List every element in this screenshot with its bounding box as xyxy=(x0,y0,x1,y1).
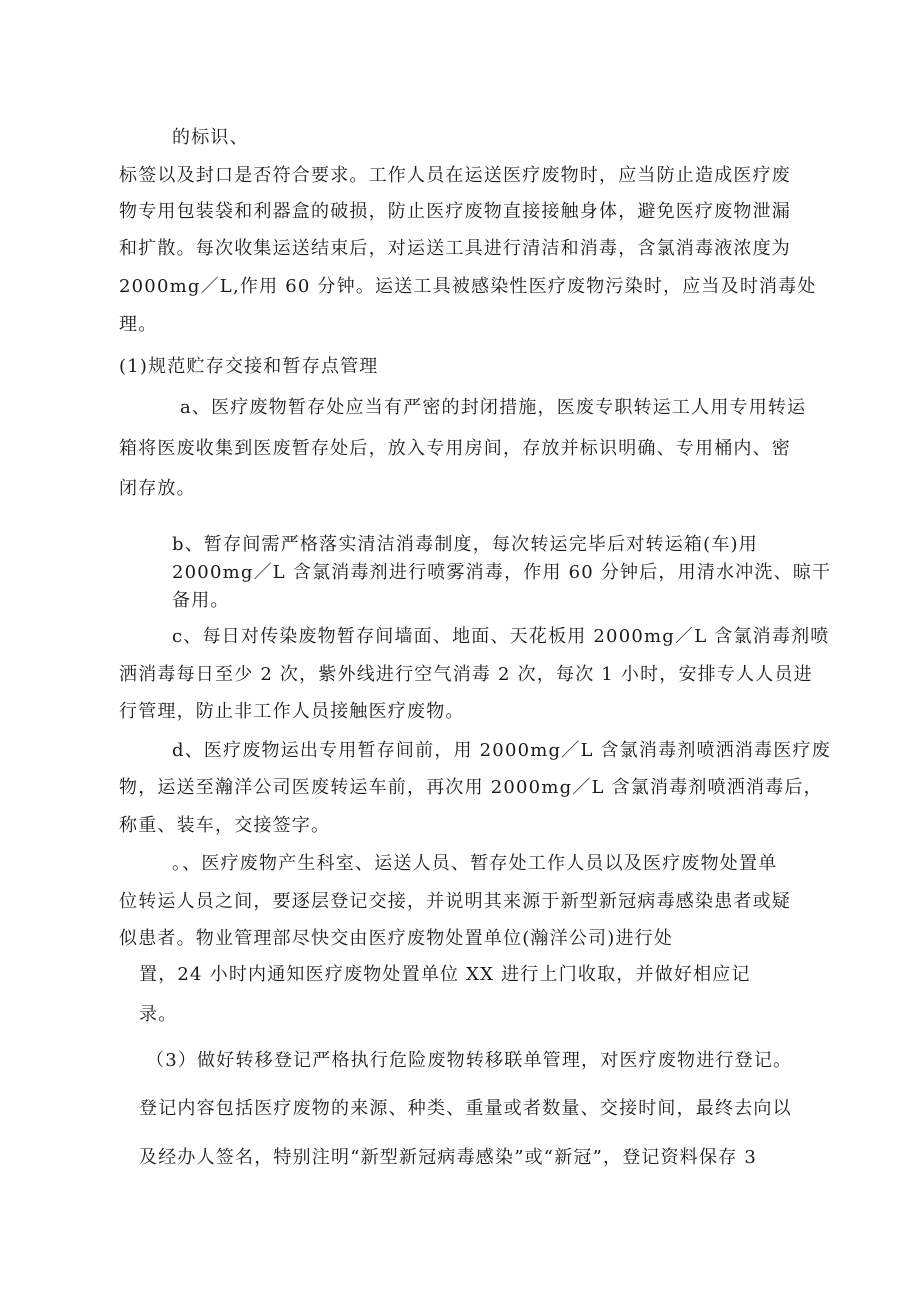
text-line: 行管理，防止非工作人员接触医疗废物。 xyxy=(119,701,465,722)
section-heading: （3）做好转移登记严格执行危险废物转移联单管理，对医疗废物进行登记。 xyxy=(146,1050,793,1071)
text-line: 。、医疗废物产生科室、运送人员、暂存处工作人员以及医疗废物处置单 xyxy=(172,853,778,874)
text-line: b、暂存间需严格落实清洁消毒制度，每次转运完毕后对转运箱(车)用 xyxy=(172,534,758,555)
text-line: 物，运送至瀚洋公司医废转运车前，再次用 2000mg／L 含氯消毒剂喷洒消毒后， xyxy=(119,777,823,798)
text-line: 理。 xyxy=(119,314,158,335)
text-line: c、每日对传染废物暂存间墙面、地面、天花板用 2000mg／L 含氯消毒剂喷 xyxy=(172,626,830,647)
text-line: 及经办人签名，特别注明“新型新冠病毒感染”或“新冠”，登记资料保存 3 xyxy=(139,1147,757,1168)
text-line: 2000mg／L 含氯消毒剂进行喷雾消毒，作用 60 分钟后，用清水冲洗、晾干 xyxy=(172,562,832,583)
text-line: 位转运人员之间，要逐层登记交接，并说明其来源于新型新冠病毒感染患者或疑 xyxy=(119,891,791,912)
text-line: d、医疗废物运出专用暂存间前，用 2000mg／L 含氯消毒剂喷洒消毒医疗废 xyxy=(172,740,831,761)
text-line: 和扩散。每次收集运送结束后，对运送工具进行清洁和消毒，含氯消毒液浓度为 xyxy=(119,238,791,259)
text-line: 标签以及封口是否符合要求。工作人员在运送医疗废物时，应当防止造成医疗废 xyxy=(119,165,791,186)
text-line: a、医疗废物暂存处应当有严密的封闭措施，医废专职转运工人用专用转运 xyxy=(180,397,807,418)
text-line: 似患者。物业管理部尽快交由医疗废物处置单位(瀚洋公司)进行处 xyxy=(119,928,674,949)
text-line: 的标识、 xyxy=(172,127,249,148)
text-line: 录。 xyxy=(139,1004,178,1025)
text-line: 置，24 小时内通知医疗废物处置单位 XX 进行上门收取，并做好相应记 xyxy=(139,964,751,985)
section-heading: (1)规范贮存交接和暂存点管理 xyxy=(119,356,379,377)
text-line: 箱将医废收集到医废暂存处后，放入专用房间，存放并标识明确、专用桶内、密 xyxy=(119,438,791,459)
text-line: 物专用包装袋和利器盒的破损，防止医疗废物直接接触身体，避免医疗废物泄漏 xyxy=(119,201,791,222)
text-line: 闭存放。 xyxy=(119,478,196,499)
text-line: 登记内容包括医疗废物的来源、种类、重量或者数量、交接时间，最终去向以 xyxy=(139,1098,792,1119)
text-line: 洒消毒每日至少 2 次，紫外线进行空气消毒 2 次，每次 1 小时，安排专人人员进 xyxy=(119,664,813,685)
text-line: 2000mg／L,作用 60 分钟。运送工具被感染性医疗废物污染时，应当及时消毒处 xyxy=(119,276,817,297)
text-line: 称重、装车，交接签字。 xyxy=(119,815,331,836)
text-line: 备用。 xyxy=(172,590,230,611)
